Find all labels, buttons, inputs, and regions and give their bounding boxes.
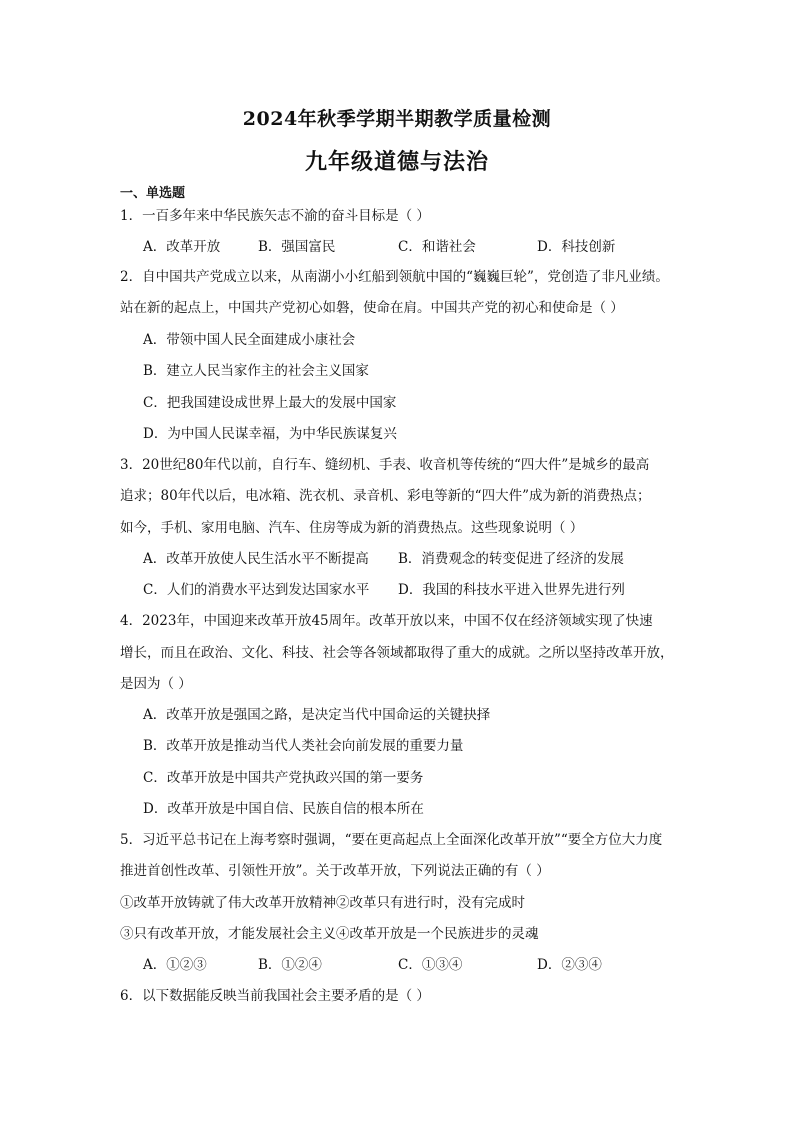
q3-option-d: D．我国的科技水平进入世界先进行列 xyxy=(398,582,625,598)
question-4-stem-line-1: 4．2023年，中国迎来改革开放45周年。改革开放以来，中国不仅在经济领域实现了快速 xyxy=(120,613,653,629)
question-1-stem: 1．一百多年来中华民族矢志不渝的奋斗目标是（ ） xyxy=(120,208,430,224)
question-5-statements-1: ①改革开放铸就了伟大改革开放精神②改革只有进行时，没有完成时 xyxy=(120,895,525,911)
question-3-stem-line-3: 如今，手机、家用电脑、汽车、住房等成为新的消费热点。这些现象说明（ ） xyxy=(120,520,584,536)
question-4-stem-line-3: 是因为（ ） xyxy=(120,676,192,692)
q4-option-b: B．改革开放是推动当代人类社会向前发展的重要力量 xyxy=(143,738,464,754)
question-3-stem-line-1: 3．20世纪80年代以前，自行车、缝纫机、手表、收音机等传统的“四大件”是城乡的最高 xyxy=(120,457,650,473)
q2-option-d: D．为中国人民谋幸福，为中华民族谋复兴 xyxy=(143,426,397,442)
q4-option-d: D．改革开放是中国自信、民族自信的根本所在 xyxy=(143,801,424,817)
question-4-stem-line-2: 增长，而且在政治、文化、科技、社会等各领域都取得了重大的成就。之所以坚持改革开放， xyxy=(120,645,674,661)
q2-option-a: A．带领中国人民全面建成小康社会 xyxy=(143,332,356,348)
q2-option-c: C．把我国建设成世界上最大的发展中国家 xyxy=(143,395,397,411)
q5-option-a: A．①②③ xyxy=(143,957,207,973)
q1-option-b: B．强国富民 xyxy=(258,239,336,255)
q1-option-a: A．改革开放 xyxy=(143,239,221,255)
q5-option-d: D．②③④ xyxy=(537,957,602,973)
question-5-statements-2: ③只有改革开放，才能发展社会主义④改革开放是一个民族进步的灵魂 xyxy=(120,926,539,942)
q3-option-b: B．消费观念的转变促进了经济的发展 xyxy=(398,551,624,567)
question-5-stem-line-2: 推进首创性改革、引领性开放”。关于改革开放，下列说法正确的有（ ） xyxy=(120,863,550,879)
question-2-stem-line-1: 2．自中国共产党成立以来，从南湖小小红船到领航中国的“巍巍巨轮”，党创造了非凡业绩。 xyxy=(120,269,669,285)
exam-subtitle: 九年级道德与法治 xyxy=(304,149,489,175)
q3-option-c: C．人们的消费水平达到发达国家水平 xyxy=(143,582,370,598)
q2-option-b: B．建立人民当家作主的社会主义国家 xyxy=(143,363,369,379)
section-heading: 一、单选题 xyxy=(120,186,186,201)
q4-option-c: C．改革开放是中国共产党执政兴国的第一要务 xyxy=(143,770,424,786)
q1-option-d: D．科技创新 xyxy=(537,239,616,255)
question-3-stem-line-2: 追求；80年代以后，电冰箱、洗衣机、录音机、彩电等新的“四大件”成为新的消费热点； xyxy=(120,488,651,504)
question-6-stem: 6．以下数据能反映当前我国社会主要矛盾的是（ ） xyxy=(120,988,430,1004)
q5-option-b: B．①②④ xyxy=(258,957,322,973)
q3-option-a: A．改革开放使人民生活水平不断提高 xyxy=(143,551,369,567)
exam-title: 2024年秋季学期半期教学质量检测 xyxy=(242,108,552,130)
question-2-stem-line-2: 站在新的起点上，中国共产党初心如磐，使命在肩。中国共产党的初心和使命是（ ） xyxy=(120,300,624,316)
q5-option-c: C．①③④ xyxy=(398,957,463,973)
q1-option-c: C．和谐社会 xyxy=(398,239,476,255)
question-5-stem-line-1: 5．习近平总书记在上海考察时强调，“要在更高起点上全面深化改革开放”“要全方位大力度 xyxy=(120,832,663,848)
q4-option-a: A．改革开放是强国之路，是决定当代中国命运的关键抉择 xyxy=(143,707,491,723)
